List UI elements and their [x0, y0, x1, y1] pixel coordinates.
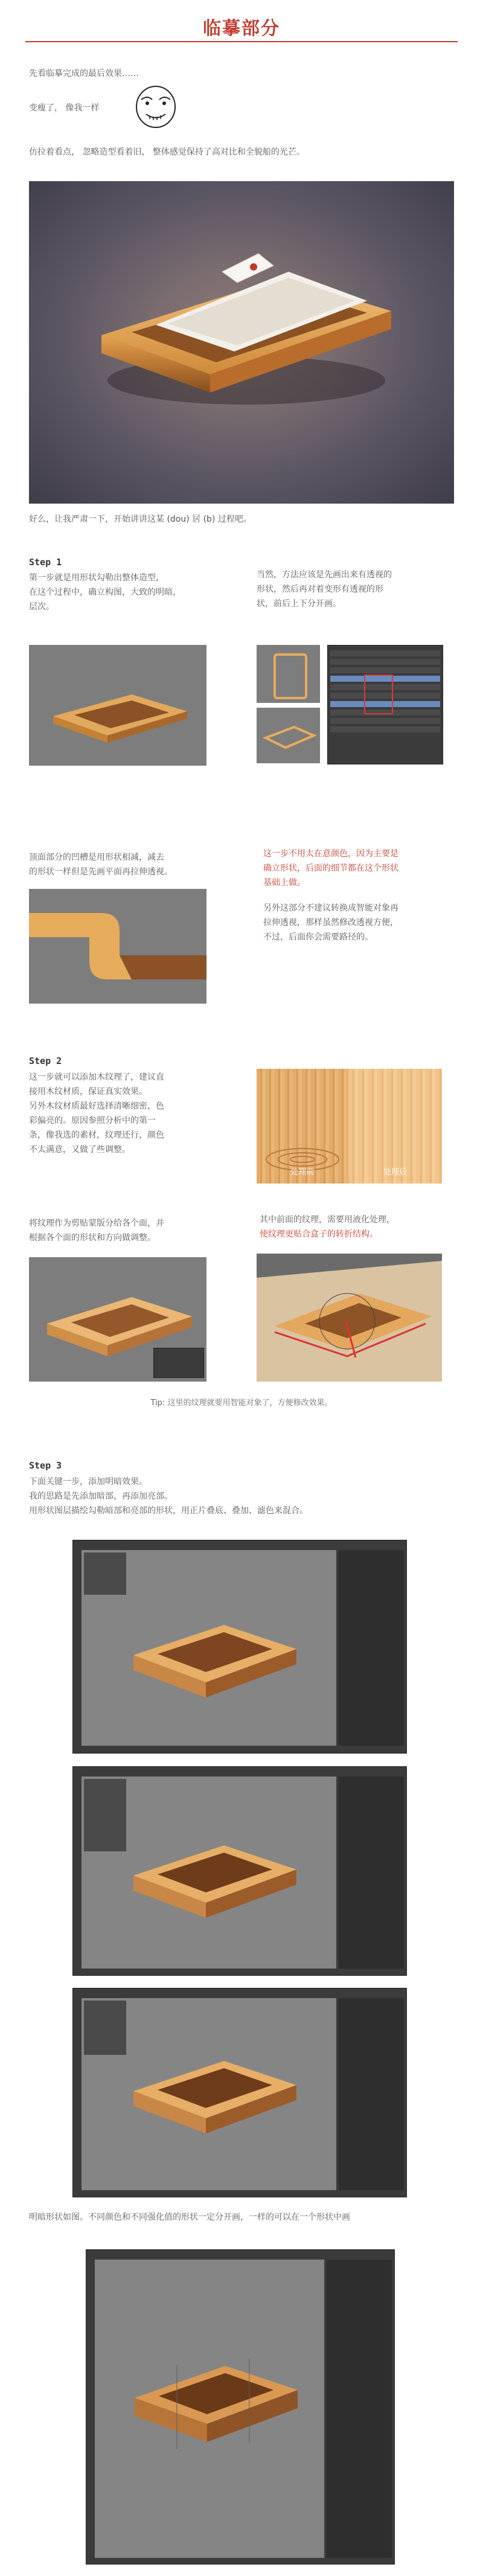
step2-texture-image [29, 1257, 206, 1382]
step3-line-1: 下面关键一步，添加明暗效果。 [29, 1477, 147, 1487]
step2-lower-right-line-1: 其中前面的纹理，需要用液化处理， [260, 1215, 395, 1225]
step1-right-line-3: 状，前后上下分开画。 [257, 599, 341, 609]
step2-line-4: 彩偏亮的。原因参照分析中的第一 [29, 1116, 156, 1126]
grain-before-label: 处理前 [290, 1168, 315, 1177]
step1-note-red-2: 确立形状，后面的细节都在这个形状 [263, 863, 398, 873]
step1-note-3: 不过，后面你会需要路径的。 [263, 932, 373, 942]
step3-line-2: 我的思路是先添加暗部，再添加亮部。 [29, 1491, 173, 1501]
step1-shape-image [29, 645, 206, 766]
step1-note-2: 拉伸透视，那样虽然修改透视方便， [263, 918, 398, 928]
photoshop-screenshot-4 [86, 2249, 395, 2565]
step1-note-1: 另外这部分不建议转换成智能对象再 [263, 903, 398, 913]
intro-line-1: 先看临摹完成的最后效果…… [29, 69, 139, 78]
step1-left-line-3: 层次。 [29, 602, 54, 612]
step2-lower-left-line-2: 根据各个面的形状和方向做调整。 [29, 1233, 156, 1243]
step2-lower-right-red: 使纹理更贴合盒子的转折结构。 [260, 1229, 378, 1239]
step1-perspective-image [257, 708, 320, 763]
step2-line-6: 不太满意，又做了些调整。 [29, 1145, 130, 1155]
meme-face-icon [133, 82, 179, 130]
step2-line-1: 这一步就可以添加木纹理了，建议直 [29, 1072, 164, 1082]
step1-layers-panel [327, 645, 443, 764]
final-render-image [29, 181, 454, 504]
grain-after-label: 处理后 [383, 1168, 407, 1177]
photoshop-screenshot-1 [72, 1540, 407, 1754]
step2-line-3: 另外木纹材质最好选择清晰细密，色 [29, 1101, 164, 1111]
step2-lower-left-line-1: 将纹理作为剪贴蒙版分给各个面，并 [29, 1219, 164, 1228]
step1-outline-image [257, 645, 320, 703]
step1-note-red-3: 基础上做。 [263, 878, 305, 888]
intro-line-4: 好么，让我严肃一下，开始讲讲这某 (dou) 居 (b) 过程吧。 [29, 514, 252, 524]
step3-heading: Step 3 [29, 1460, 62, 1471]
step2-line-2: 接用木纹材质，保证真实效果。 [29, 1087, 147, 1097]
step1-heading: Step 1 [29, 557, 62, 568]
wood-grain-before [257, 1069, 348, 1184]
intro-line-2: 变瘦了， 像我一样 [29, 103, 100, 113]
step1-right-line-1: 当然，方法应该是先画出来有透视的 [257, 570, 392, 580]
page-title: 临摹部分 [203, 18, 280, 39]
photoshop-screenshot-3 [72, 1988, 407, 2197]
step3-caption: 明暗形状如图。不同颜色和不同强化值的形状一定分开画，一样的可以在一个形状中画 [29, 2212, 350, 2222]
step1-groove-image [29, 889, 206, 1004]
step1-left-line-1: 第一步就是用形状勾勒出整体造型， [29, 573, 164, 583]
title-divider [25, 41, 458, 42]
step1-lower-left-line-1: 顶面部分的凹槽是用形状相减，减去 [29, 853, 164, 862]
step2-tip: Tip: 这里的纹理就要用智能对象了，方便修改效果。 [150, 1399, 333, 1408]
step2-heading: Step 2 [29, 1056, 62, 1066]
photoshop-screenshot-2 [72, 1766, 407, 1976]
wooden-box-illustration [29, 181, 454, 504]
step3-line-3: 用形状图层描绘勾勒暗部和亮部的形状，用正片叠底、叠加、滤色来混合。 [29, 1506, 308, 1516]
step1-lower-left-line-2: 的形状一样但是先画平面再拉伸透视。 [29, 867, 173, 877]
wood-grain-after [348, 1069, 442, 1184]
step2-liquify-image [257, 1254, 442, 1382]
step2-line-5: 条，像我选的素材，纹理还行，颜色 [29, 1130, 164, 1140]
intro-line-3: 仿拉着看点， 忽略造型看着旧， 整体感觉保持了高对比和全貌船的光芒。 [29, 147, 305, 157]
step1-note-red-1: 这一步不用太在意颜色，因为主要是 [263, 849, 398, 859]
step1-right-line-2: 形状，然后再对着变形有透视的形 [257, 585, 383, 594]
step1-left-line-2: 在这个过程中，确立构图，大致的明暗， [29, 588, 181, 597]
